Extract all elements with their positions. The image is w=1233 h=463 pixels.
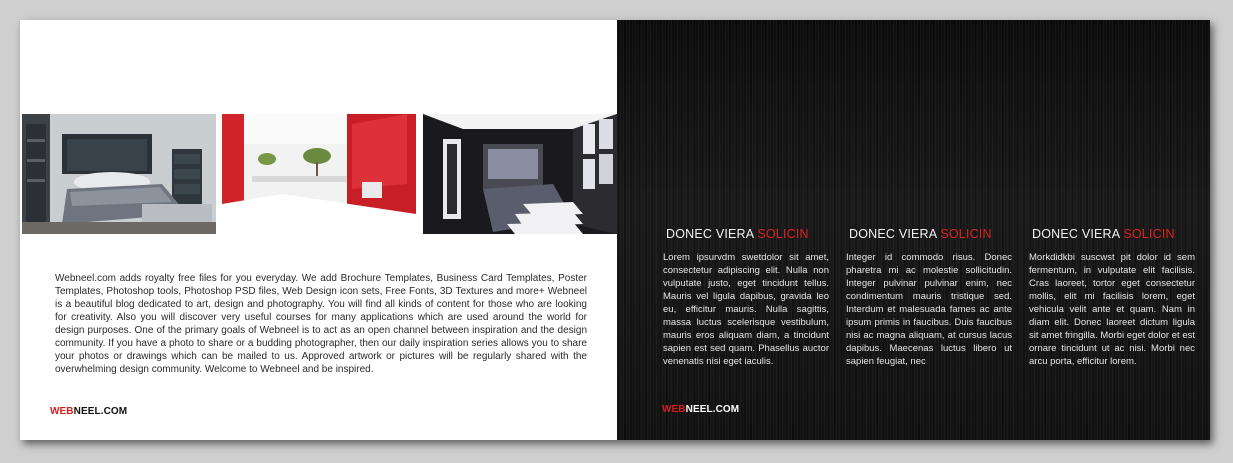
left-page — [20, 20, 617, 440]
bathroom-photo — [222, 114, 416, 234]
right-page — [617, 20, 1210, 440]
webneel-logo-right — [662, 404, 739, 415]
logo-red-part: WEB — [662, 404, 686, 415]
bedroom-photo — [22, 114, 216, 234]
column-body: Lorem ipsurvdm swetdolor sit amet, consectetur adipiscing elit. Nulla non vulputate justo, eget tincidunt tellus. Mauris vel ligula dapibus, gravida leo eu, efficitur mauris. Nulla sagittis, massa luctus scelerisque vestibulum, mauris eros aliquam diam, a tincidunt sapien est sed quam. Phasellus auctor venenatis nisi eget iaculis. — [663, 252, 829, 367]
staircase-photo — [423, 114, 617, 234]
column-heading-main: DONEC VIERA — [666, 227, 758, 241]
column-heading-accent: SOLICIN — [940, 227, 992, 241]
text-column-2 — [846, 227, 1012, 368]
webneel-logo-left — [50, 406, 127, 417]
logo-rest-part: NEEL.COM — [73, 406, 128, 417]
column-heading-accent: SOLICIN — [757, 227, 809, 241]
column-heading-accent: SOLICIN — [1123, 227, 1175, 241]
column-heading — [849, 227, 1012, 241]
logo-red-part: WEB — [50, 406, 74, 417]
intro-paragraph: Webneel.com adds royalty free files for you everyday. We add Brochure Templates, Business Card Templates, Poster Templates, Photoshop tools, Photoshop PSD files, Web Design icon sets, Free Fonts, 3D Textures and more+ Webneel is a beautiful blog dedicated to art, design and photography. You will find all kinds of content for those who are looking for creativity. Also you will discover very useful courses for many applications which are used around the world for design purposes. One of the primary goals of Webneel is to act as an open channel between inspiration and the design community. If you have a photo to share or a budding photographer, then our daily inspiration series allows you to share your photos or drawings which can be mailed to us. Approved artwork or pictures will be regularly shared with the overwhelming design community. Welcome to Webneel and be inspired. — [55, 273, 587, 375]
column-body: Integer id commodo risus. Donec pharetra mi ac molestie sollicitudin. Integer pulvinar pulvinar enim, nec condimentum mauris tristique sed. Interdum et malesuada fames ac ante ipsum primis in faucibus. Duis faucibus nisi ac magna aliquam, at cursus lacus dapibus. Maecenas luctus libero ut sapien feugiat, nec — [846, 252, 1012, 367]
logo-rest-part: NEEL.COM — [685, 404, 740, 415]
column-heading-main: DONEC VIERA — [1032, 227, 1124, 241]
column-heading — [1032, 227, 1195, 241]
text-column-3 — [1029, 227, 1195, 368]
brochure-spread — [20, 20, 1210, 440]
text-column-1 — [663, 227, 829, 368]
column-body: Morkdidkbi suscwst pit dolor id sem fermentum, in vulputate elit facilisis. Cras laoreet, tortor eget consectetur mollis, elit mi facilisis lorem, eget vehicula velit ante et quam. Nam in diam elit. Donec laoreet dictum ligula sit amet fringilla. Morbi eget dolor et est ornare tincidunt ut ac nisi. Morbi nec arcu porta, efficitur lorem. — [1029, 252, 1195, 367]
column-heading-main: DONEC VIERA — [849, 227, 941, 241]
column-heading — [666, 227, 829, 241]
